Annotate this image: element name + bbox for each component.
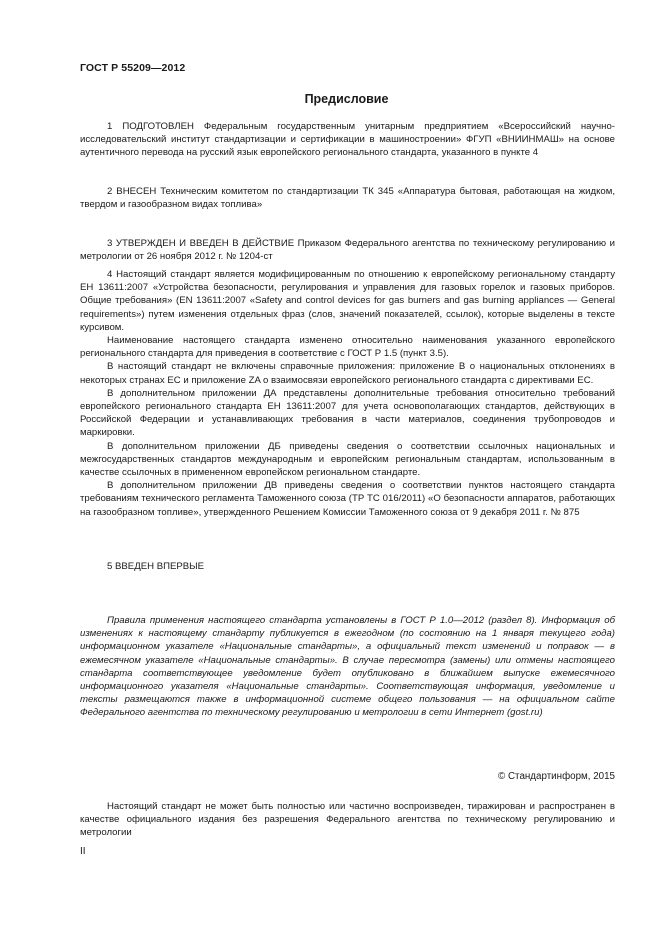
copyright: © Стандартинформ, 2015 [498,771,615,782]
section-4-para-6: В дополнительном приложении ДВ приведены сведения о соответствии пунктов настоящего стандарта требованиям технического регламента Таможенного союза (ТР ТС 016/2011) «О безопасности аппаратов, работающих на газообразном топливе», утвержденного Решением Комиссии Таможенного союза от 9 декабря 2011 г. № 875 [80,480,615,518]
title-text: Предисловие [304,92,389,106]
section-4 [80,268,615,519]
page-number: II [80,846,86,857]
section-3 [80,237,615,263]
section-1-text: 1 ПОДГОТОВЛЕН Федеральным государственным унитарным предприятием «Всероссийский научно-исследовательский институт стандартизации и сертификации в машиностроении» ФГУП «ВНИИНМАШ» на основе аутентичного перевода на русский язык европейского регионального стандарта, указанного в пункте 4 [80,121,615,159]
rules-notice [80,614,615,720]
section-4-para-2: Наименование настоящего стандарта изменено относительно наименования указанного европейского регионального стандарта для приведения в соответствие с ГОСТ Р 1.5 (пункт 3.5). [80,335,615,360]
standard-code: ГОСТ Р 55209—2012 [80,62,186,74]
rules-notice-text: Правила применения настоящего стандарта установлены в ГОСТ Р 1.0—2012 (раздел 8). Информация об изменениях к настоящему стандарту публикуется в ежегодном (по состоянию на 1 января текущего года) информационном указателе «Национальные стандарты», а официальный текст изменений и поправок — в ежемесячном указателе «Национальные стандарты». В случае пересмотра (замены) или отмены настоящего стандарта соответствующее уведомление будет опубликовано в ближайшем выпуске ежемесячного информационного указателя «Национальные стандарты». Соответствующая информация, уведомление и тексты размещаются также в информационной системе общего пользования — на официальном сайте Федерального агентства по техническому регулированию и метрологии в сети Интернет (gost.ru) [80,615,615,719]
section-3-text: 3 УТВЕРЖДЕН И ВВЕДЕН В ДЕЙСТВИЕ Приказом Федерального агентства по техническому регулированию и метрологии от 26 ноября 2012 г. № 1204-ст [80,238,615,263]
page-title [0,92,661,106]
section-2 [80,185,615,211]
section-2-text: 2 ВНЕСЕН Техническим комитетом по стандартизации ТК 345 «Аппаратура бытовая, работающая на жидком, твердом и газообразном видах топлива» [80,186,615,211]
section-5-text: 5 ВВЕДЕН ВПЕРВЫЕ [107,561,205,572]
reproduction-notice [80,800,615,840]
reproduction-notice-text: Настоящий стандарт не может быть полностью или частично воспроизведен, тиражирован и распространен в качестве официального издания без разрешения Федерального агентства по техническому регулированию и метрологии [80,801,615,839]
section-4-para-1: 4 Настоящий стандарт является модифицированным по отношению к европейскому региональному стандарту ЕН 13611:2007 «Устройства безопасности, регулирования и управления для газовых горелок и газовых приборов. Общие требования» (EN 13611:2007 «Safety and control devices for gas burners and gas burning appliances — General requirements») путем изменения отдельных фраз (слов, значений показателей, ссылок), которые выделены в тексте курсивом. [80,269,615,333]
section-5 [80,560,615,573]
section-4-para-4: В дополнительном приложении ДА представлены дополнительные требования относительно требований европейского регионального стандарта ЕН 13611:2007 для учета основополагающих стандартов, действующих в Российской Федерации и устанавливающих требования в части материалов, соединения трубопроводов и маркировки. [80,387,615,439]
section-4-para-5: В дополнительном приложении ДБ приведены сведения о соответствии ссылочных национальных и межгосударственных стандартов международным и европейским региональным стандартам, использованным в качестве ссылочных в примененном европейском региональном стандарте. [80,440,615,479]
section-4-para-3: В настоящий стандарт не включены справочные приложения: приложение В о национальных отклонениях в некоторых странах ЕС и приложение ZA о взаимосвязи европейского регионального стандарта с директивами ЕС. [80,361,615,386]
section-1 [80,120,615,160]
